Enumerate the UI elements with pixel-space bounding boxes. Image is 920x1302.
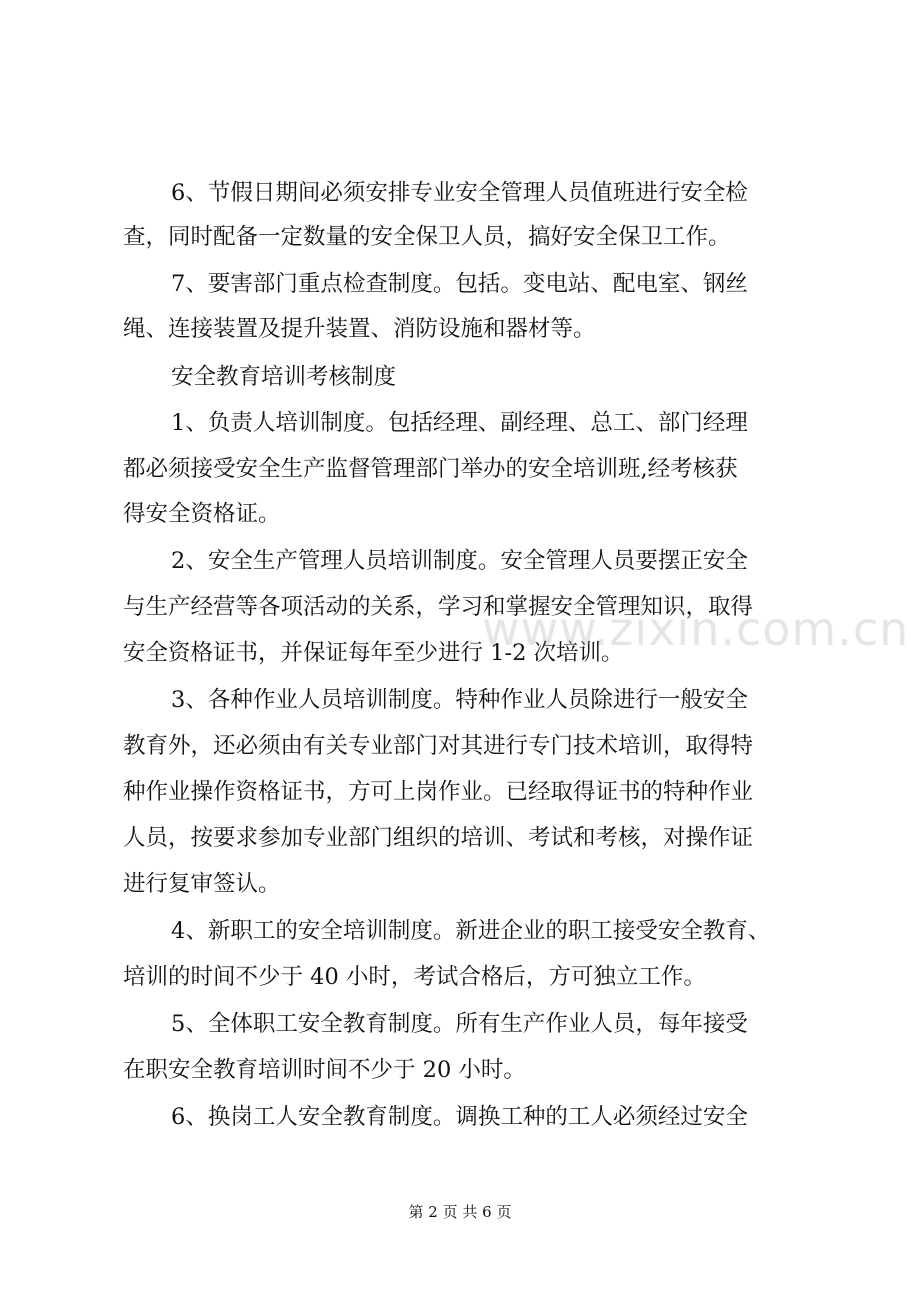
- paragraph-line: 6、节假日期间必须安排专业安全管理人员值班进行安全检: [171, 180, 748, 206]
- paragraph-line: 安全资格证书，并保证每年至少进行 1-2 次培训。: [123, 640, 624, 666]
- paragraph-line: 都必须接受安全生产监督管理部门举办的安全培训班,经考核获: [123, 456, 738, 482]
- paragraph-line: 绳、连接装置及提升装置、消防设施和器材等。: [123, 316, 596, 342]
- paragraph-line: 7、要害部门重点检查制度。包括。变电站、配电室、钢丝: [171, 271, 748, 297]
- paragraph-line: 3、各种作业人员培训制度。特种作业人员除进行一般安全: [171, 687, 748, 713]
- paragraph-line: 种作业操作资格证书，方可上岗作业。已经取得证书的特种作业: [123, 779, 754, 805]
- paragraph-line: 得安全资格证。: [123, 501, 281, 527]
- watermark: www.zixin.com.cn: [482, 602, 910, 656]
- paragraph-line: 在职安全教育培训时间不少于 20 小时。: [123, 1057, 526, 1083]
- paragraph-line: 查，同时配备一定数量的安全保卫人员，搞好安全保卫工作。: [123, 224, 731, 250]
- paragraph-line: 培训的时间不少于 40 小时，考试合格后，方可独立工作。: [123, 964, 706, 990]
- paragraph-line: 2、安全生产管理人员培训制度。安全管理人员要摆正安全: [171, 548, 748, 574]
- paragraph-line: 4、新职工的安全培训制度。新进企业的职工接受安全教育、: [171, 918, 771, 944]
- paragraph-line: 5、全体职工安全教育制度。所有生产作业人员，每年接受: [171, 1011, 748, 1037]
- section-heading: 安全教育培训考核制度: [171, 364, 397, 390]
- paragraph-line: 人员，按要求参加专业部门组织的培训、考试和考核，对操作证: [123, 825, 754, 851]
- paragraph-line: 6、换岗工人安全教育制度。调换工种的工人必须经过安全: [171, 1104, 748, 1130]
- paragraph-line: 与生产经营等各项活动的关系，学习和掌握安全管理知识，取得: [123, 594, 754, 620]
- paragraph-line: 进行复审签认。: [123, 871, 281, 897]
- paragraph-line: 教育外，还必须由有关专业部门对其进行专门技术培训，取得特: [123, 733, 754, 759]
- page-number-footer: 第 2 页 共 6 页: [408, 1203, 512, 1221]
- paragraph-line: 1、负责人培训制度。包括经理、副经理、总工、部门经理: [171, 410, 748, 436]
